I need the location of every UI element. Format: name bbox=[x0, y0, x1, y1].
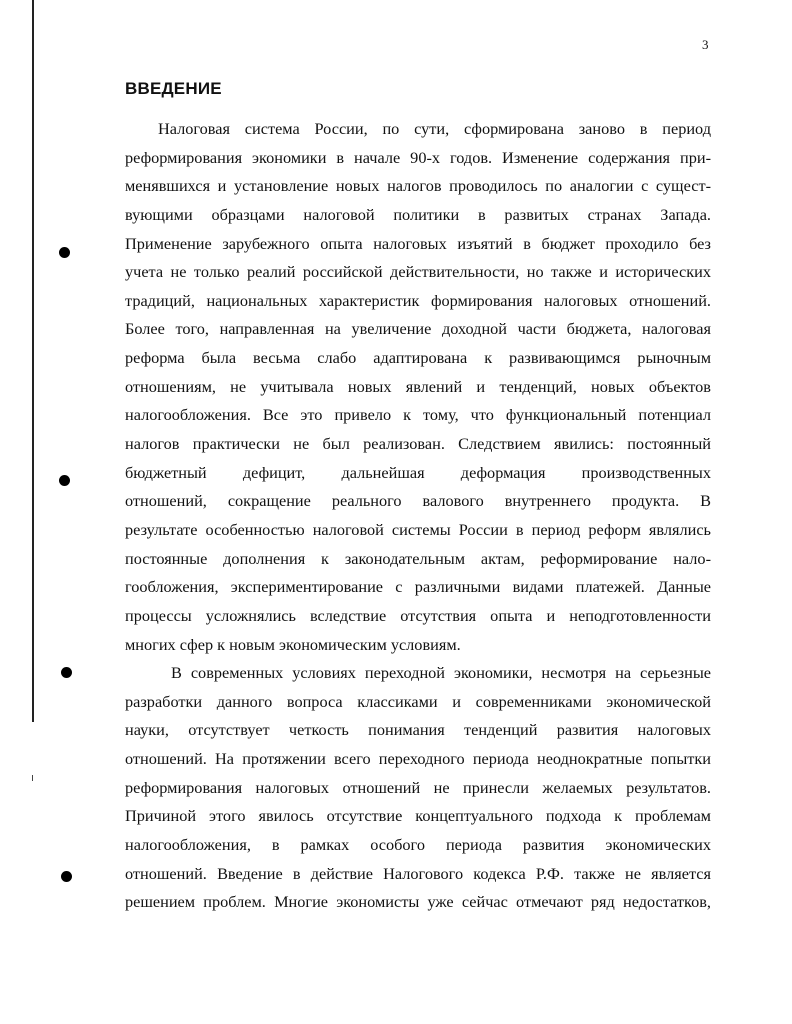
text-line: Налоговая система России, по сути, сформирована заново в период bbox=[158, 119, 711, 138]
text-line: многих сфер к новым экономическим условиям. bbox=[125, 634, 461, 654]
text-line: реформа была весьма слабо адаптирована к развивающимся рыночным bbox=[125, 348, 711, 368]
text-line: разработки данного вопроса классиками и современниками экономической bbox=[125, 691, 711, 711]
text-line: Причиной этого явилось отсутствие концептуального подхода к проблемам bbox=[125, 806, 711, 826]
text-line: учета не только реалий российской действительности, но также и исторических bbox=[125, 262, 711, 282]
text-line: реформирования налоговых отношений не принесли желаемых результатов. bbox=[125, 777, 711, 797]
text-line: процессы усложнялись вследствие отсутствия опыта и неподготовленности bbox=[125, 605, 711, 625]
text-line: результате особенностью налоговой системы России в период реформ являлись bbox=[125, 519, 711, 539]
paragraph-2 bbox=[125, 659, 711, 917]
punch-hole-mark bbox=[61, 667, 72, 678]
text-line: постоянные дополнения к законодательным актам, реформирование нало- bbox=[125, 548, 711, 568]
text-line: отношений, сокращение реального валового внутреннего продукта. В bbox=[125, 491, 711, 511]
text-line: отношений. На протяжении всего переходного периода неоднократные попытки bbox=[125, 749, 711, 769]
text-line: В современных условиях переходной экономики, несмотря на серьезные bbox=[171, 663, 711, 683]
text-line: науки, отсутствует четкость понимания тенденций развития налоговых bbox=[125, 720, 711, 740]
text-line: реформирования экономики в начале 90-х годов. Изменение содержания при- bbox=[125, 147, 711, 167]
page-number: 3 bbox=[702, 37, 709, 52]
text-line: налогов практически не был реализован. Следствием явились: постоянный bbox=[125, 434, 711, 454]
binding-edge-line bbox=[32, 0, 34, 722]
text-line: традиций, национальных характеристик формирования налоговых отношений. bbox=[125, 290, 711, 310]
punch-hole-mark bbox=[59, 475, 70, 486]
punch-hole-mark bbox=[61, 871, 72, 882]
paragraph-1 bbox=[125, 115, 711, 659]
text-line: Применение зарубежного опыта налоговых изъятий в бюджет проходило без bbox=[125, 233, 711, 253]
punch-hole-mark bbox=[59, 247, 70, 258]
text-line: гообложения, экспериментирование с различными видами платежей. Данные bbox=[125, 577, 711, 597]
binding-edge-mark bbox=[32, 775, 33, 781]
section-heading: ВВЕДЕНИЕ bbox=[125, 79, 222, 98]
text-line: бюджетный дефицит, дальнейшая деформация производственных bbox=[125, 462, 711, 482]
text-line: налогообложения. Все это привело к тому, что функциональный потенциал bbox=[125, 405, 711, 425]
text-line: отношениям, не учитывала новых явлений и тенденций, новых объектов bbox=[125, 376, 711, 396]
text-line: Более того, направленная на увеличение доходной части бюджета, налоговая bbox=[125, 319, 711, 339]
text-line: решением проблем. Многие экономисты уже сейчас отмечают ряд недостатков, bbox=[125, 892, 711, 912]
document-body bbox=[125, 115, 711, 917]
text-line: менявшихся и установление новых налогов проводилось по аналогии с сущест- bbox=[125, 176, 711, 196]
text-line: отношений. Введение в действие Налогового кодекса Р.Ф. также не является bbox=[125, 863, 711, 883]
text-line: налогообложения, в рамках особого периода развития экономических bbox=[125, 835, 711, 855]
text-line: вующими образцами налоговой политики в развитых странах Запада. bbox=[125, 204, 711, 224]
